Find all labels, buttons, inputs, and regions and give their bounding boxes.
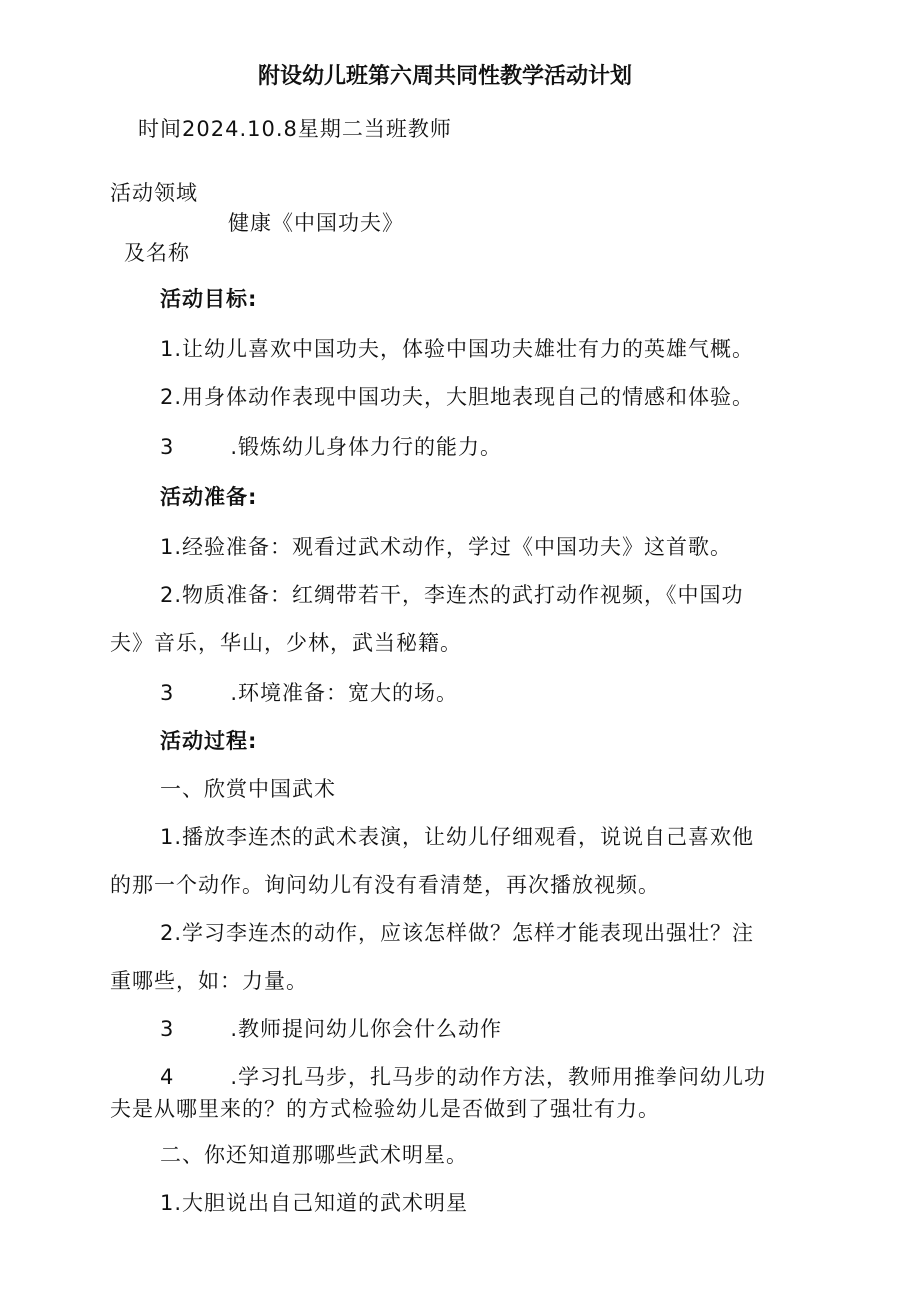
process-item: 1.大胆说出自己知道的武术明星 [160, 1191, 469, 1215]
process-item: 4 .学习扎马步，扎马步的动作方法，教师用推拳问幼儿功 [160, 1065, 767, 1089]
goals-heading: 活动目标: [160, 287, 258, 311]
prep-item: 1.经验准备：观看过武术动作，学过《中国功夫》这首歌。 [160, 535, 733, 559]
process-heading: 活动过程: [160, 729, 258, 753]
domain-value: 健康《中国功夫》 [228, 211, 404, 235]
process-item: 3 .教师提问幼儿你会什么动作 [160, 1017, 503, 1041]
process-item: 1.播放李连杰的武术表演，让幼儿仔细观看，说说自己喜欢他 [160, 825, 755, 849]
meta-line: 时间2024.10.8星期二当班教师 [138, 117, 452, 141]
goal-item: 2.用身体动作表现中国功夫，大胆地表现自己的情感和体验。 [160, 385, 755, 409]
prep-item-cont: 夫》音乐，华山，少林，武当秘籍。 [110, 631, 462, 655]
process-item-cont: 夫是从哪里来的？的方式检验幼儿是否做到了强壮有力。 [110, 1097, 660, 1121]
process-item-cont: 的那一个动作。询问幼儿有没有看清楚，再次播放视频。 [110, 873, 660, 897]
domain-label-cont: 及名称 [124, 241, 190, 265]
process-item: 2.学习李连杰的动作，应该怎样做？怎样才能表现出强壮？注 [160, 921, 755, 945]
section-heading: 二、你还知道那哪些武术明星。 [160, 1143, 468, 1167]
process-item-cont: 重哪些，如：力量。 [110, 969, 308, 993]
goal-item: 1.让幼儿喜欢中国功夫，体验中国功夫雄壮有力的英雄气概。 [160, 337, 755, 361]
domain-label: 活动领域 [110, 181, 198, 205]
goal-item: 3 .锻炼幼儿身体力行的能力。 [160, 435, 503, 459]
prep-item: 2.物质准备：红绸带若干，李连杰的武打动作视频，《中国功 [160, 583, 744, 607]
prep-item: 3 .环境准备：宽大的场。 [160, 681, 459, 705]
document-title: 附设幼儿班第六周共同性教学活动计划 [258, 64, 633, 89]
section-heading: 一、欣赏中国武术 [160, 777, 336, 801]
prep-heading: 活动准备: [160, 485, 258, 509]
